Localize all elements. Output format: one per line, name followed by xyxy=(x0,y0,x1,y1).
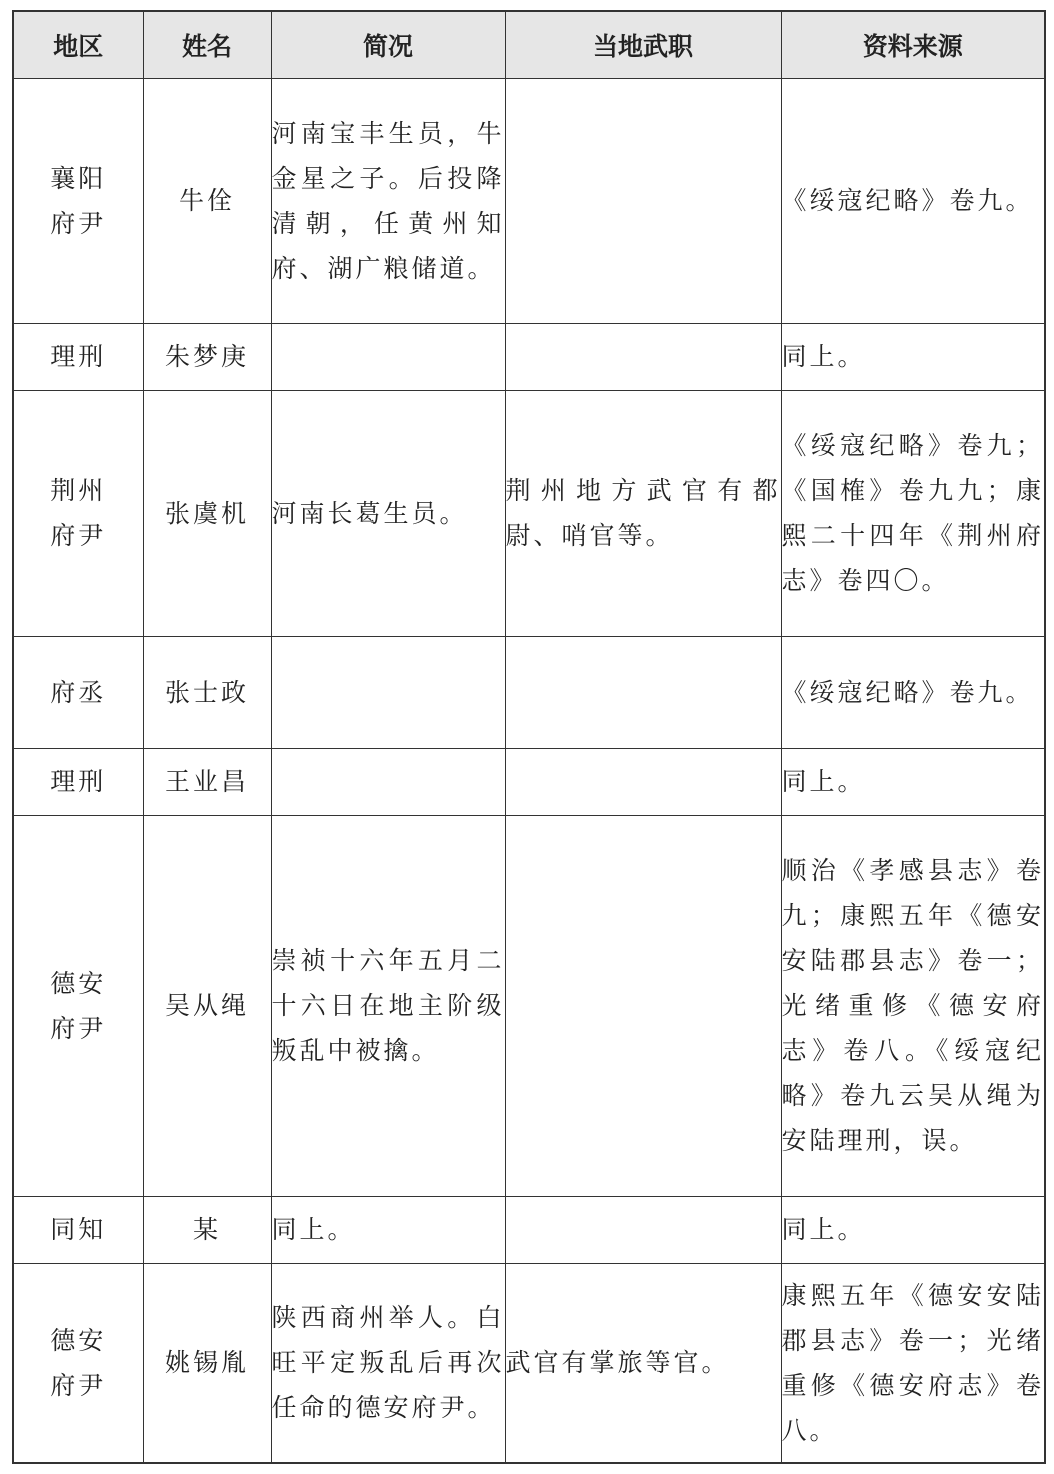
region-cell: 同知 xyxy=(13,1196,143,1263)
table-row xyxy=(13,748,1045,815)
name-cell: 王业昌 xyxy=(143,748,271,815)
region-cell: 荆州府尹 xyxy=(13,390,143,636)
region-cell: 府丞 xyxy=(13,636,143,748)
military-post-cell xyxy=(505,748,781,815)
name-cell: 张虞机 xyxy=(143,390,271,636)
source-cell: 顺治《孝感县志》卷九；康熙五年《德安安陆郡县志》卷一；光绪重修《德安府志》卷八。《绥寇纪略》卷九云吴从绳为安陆理刑，误。 xyxy=(781,815,1045,1196)
military-post-cell: 武官有掌旅等官。 xyxy=(505,1263,781,1463)
region-cell: 理刑 xyxy=(13,748,143,815)
table-row xyxy=(13,78,1045,323)
header-row xyxy=(13,11,1045,78)
region-cell: 襄阳府尹 xyxy=(13,78,143,323)
source-cell: 康熙五年《德安安陆郡县志》卷一；光绪重修《德安府志》卷八。 xyxy=(781,1263,1045,1463)
source-cell: 同上。 xyxy=(781,323,1045,390)
source-cell: 《绥寇纪略》卷九。 xyxy=(781,636,1045,748)
summary-cell xyxy=(271,323,505,390)
table-row xyxy=(13,390,1045,636)
name-cell: 牛佺 xyxy=(143,78,271,323)
table-row xyxy=(13,1263,1045,1463)
name-cell: 朱梦庚 xyxy=(143,323,271,390)
summary-cell: 河南宝丰生员，牛金星之子。后投降清朝，任黄州知府、湖广粮储道。 xyxy=(271,78,505,323)
military-post-cell xyxy=(505,636,781,748)
name-cell: 姚锡胤 xyxy=(143,1263,271,1463)
officials-table xyxy=(12,10,1046,1464)
region-cell: 理刑 xyxy=(13,323,143,390)
source-cell: 《绥寇纪略》卷九。 xyxy=(781,78,1045,323)
summary-cell: 河南长葛生员。 xyxy=(271,390,505,636)
table-row xyxy=(13,323,1045,390)
summary-cell: 陕西商州举人。白旺平定叛乱后再次任命的德安府尹。 xyxy=(271,1263,505,1463)
military-post-cell xyxy=(505,1196,781,1263)
military-post-cell xyxy=(505,323,781,390)
military-post-cell xyxy=(505,815,781,1196)
military-post-cell xyxy=(505,78,781,323)
summary-cell: 同上。 xyxy=(271,1196,505,1263)
name-cell: 吴从绳 xyxy=(143,815,271,1196)
header-region: 地区 xyxy=(13,11,143,78)
region-cell: 德安府尹 xyxy=(13,815,143,1196)
header-summary: 简况 xyxy=(271,11,505,78)
region-cell: 德安府尹 xyxy=(13,1263,143,1463)
summary-cell: 崇祯十六年五月二十六日在地主阶级叛乱中被擒。 xyxy=(271,815,505,1196)
header-source: 资料来源 xyxy=(781,11,1045,78)
source-cell: 《绥寇纪略》卷九；《国榷》卷九九；康熙二十四年《荆州府志》卷四〇。 xyxy=(781,390,1045,636)
military-post-cell: 荆州地方武官有都尉、哨官等。 xyxy=(505,390,781,636)
source-cell: 同上。 xyxy=(781,748,1045,815)
summary-cell xyxy=(271,748,505,815)
name-cell: 张士政 xyxy=(143,636,271,748)
table-row xyxy=(13,815,1045,1196)
header-military-post: 当地武职 xyxy=(505,11,781,78)
source-cell: 同上。 xyxy=(781,1196,1045,1263)
name-cell: 某 xyxy=(143,1196,271,1263)
header-name: 姓名 xyxy=(143,11,271,78)
table-row xyxy=(13,1196,1045,1263)
summary-cell xyxy=(271,636,505,748)
table-row xyxy=(13,636,1045,748)
